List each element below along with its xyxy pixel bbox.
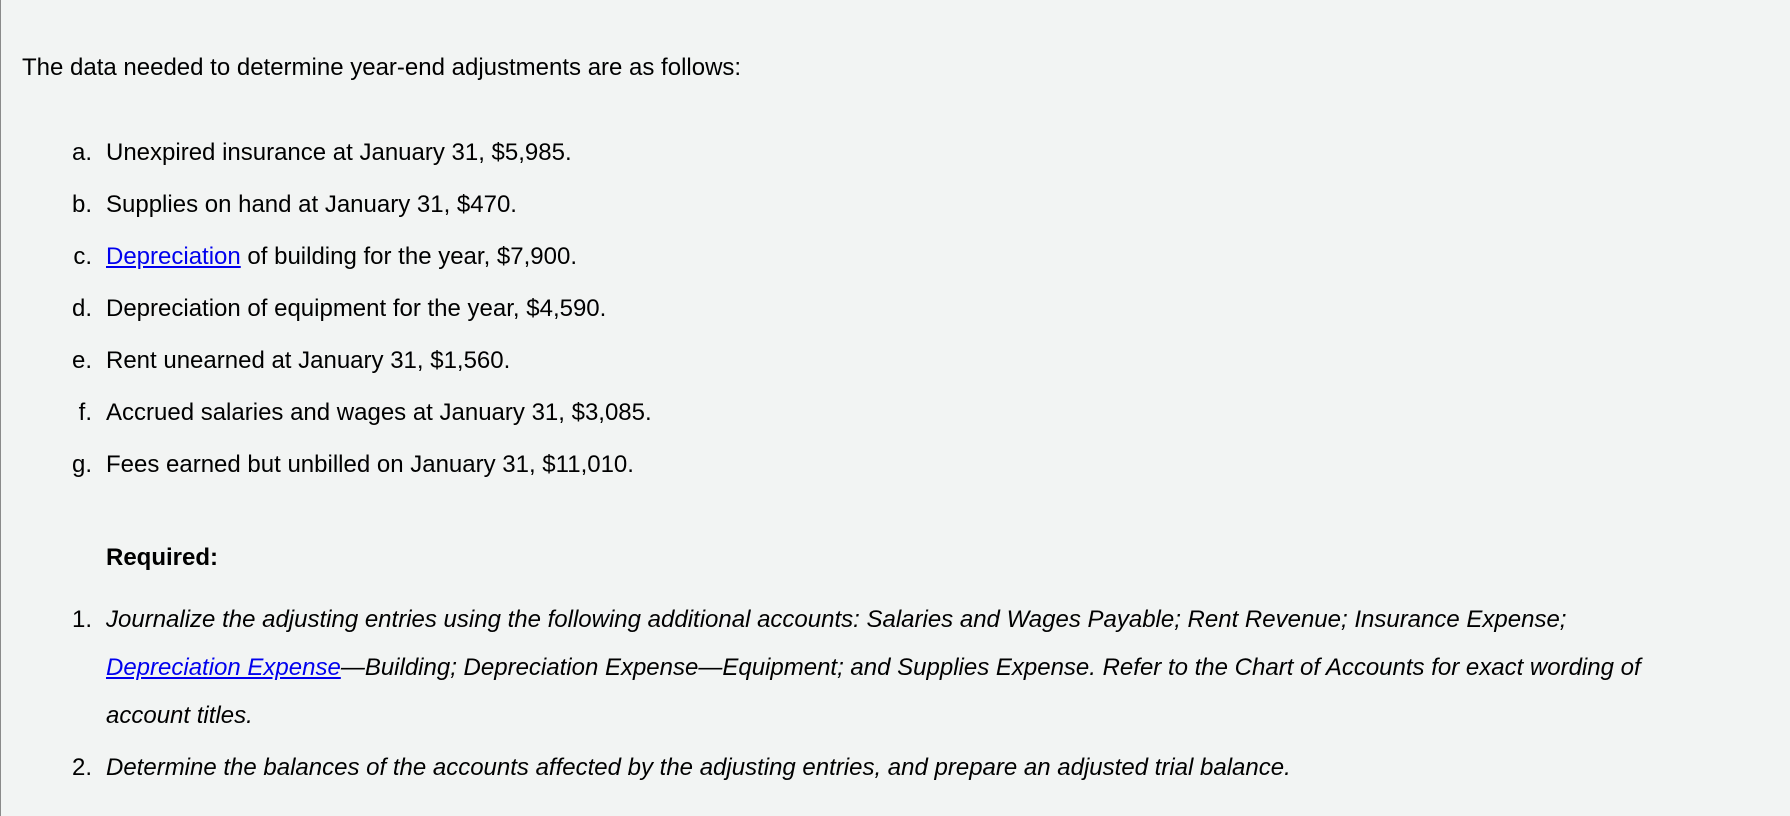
item-text: Supplies on hand at January 31, $470. — [106, 191, 517, 218]
required-text-before: Journalize the adjusting entries using the following additional accounts: Salaries and Wages Payable; Rent Revenue; Insurance Expense; — [106, 606, 1567, 633]
list-marker: f. — [78, 399, 92, 426]
required-heading: Required: — [106, 544, 219, 571]
list-marker: b. — [71, 191, 92, 218]
depreciation-glossary-link[interactable]: Depreciation — [106, 243, 241, 270]
intro-text: The data needed to determine year-end adjustments are as follows: — [22, 54, 742, 81]
list-marker: 2. — [71, 754, 92, 781]
item-text: Fees earned but unbilled on January 31, $11,010. — [106, 451, 634, 478]
item-text — [106, 243, 577, 271]
item-text: Depreciation of equipment for the year, $4,590. — [106, 295, 607, 322]
list-marker: g. — [71, 451, 92, 478]
left-border — [0, 0, 1, 816]
list-marker: d. — [71, 295, 92, 322]
list-marker: 1. — [71, 606, 92, 633]
required-item-text — [106, 596, 1646, 740]
list-marker: c. — [73, 243, 92, 270]
item-text: Unexpired insurance at January 31, $5,985. — [106, 139, 572, 166]
item-text: Rent unearned at January 31, $1,560. — [106, 347, 511, 374]
item-text-rest: of building for the year, $7,900. — [240, 243, 577, 270]
depreciation-expense-glossary-link[interactable]: Depreciation Expense — [106, 654, 341, 681]
required-item-text: Determine the balances of the accounts affected by the adjusting entries, and prepare an adjusted trial balance. — [106, 754, 1291, 781]
item-text: Accrued salaries and wages at January 31, $3,085. — [106, 399, 652, 426]
required-text-after: —Building; Depreciation Expense—Equipment; and Supplies Expense. Refer to the Chart of Accounts for exact wording of account titles. — [106, 654, 1641, 729]
required-item — [22, 744, 1722, 792]
required-list — [22, 596, 1722, 792]
required-item — [22, 596, 1722, 740]
list-marker: e. — [71, 347, 92, 374]
list-marker: a. — [71, 139, 92, 166]
